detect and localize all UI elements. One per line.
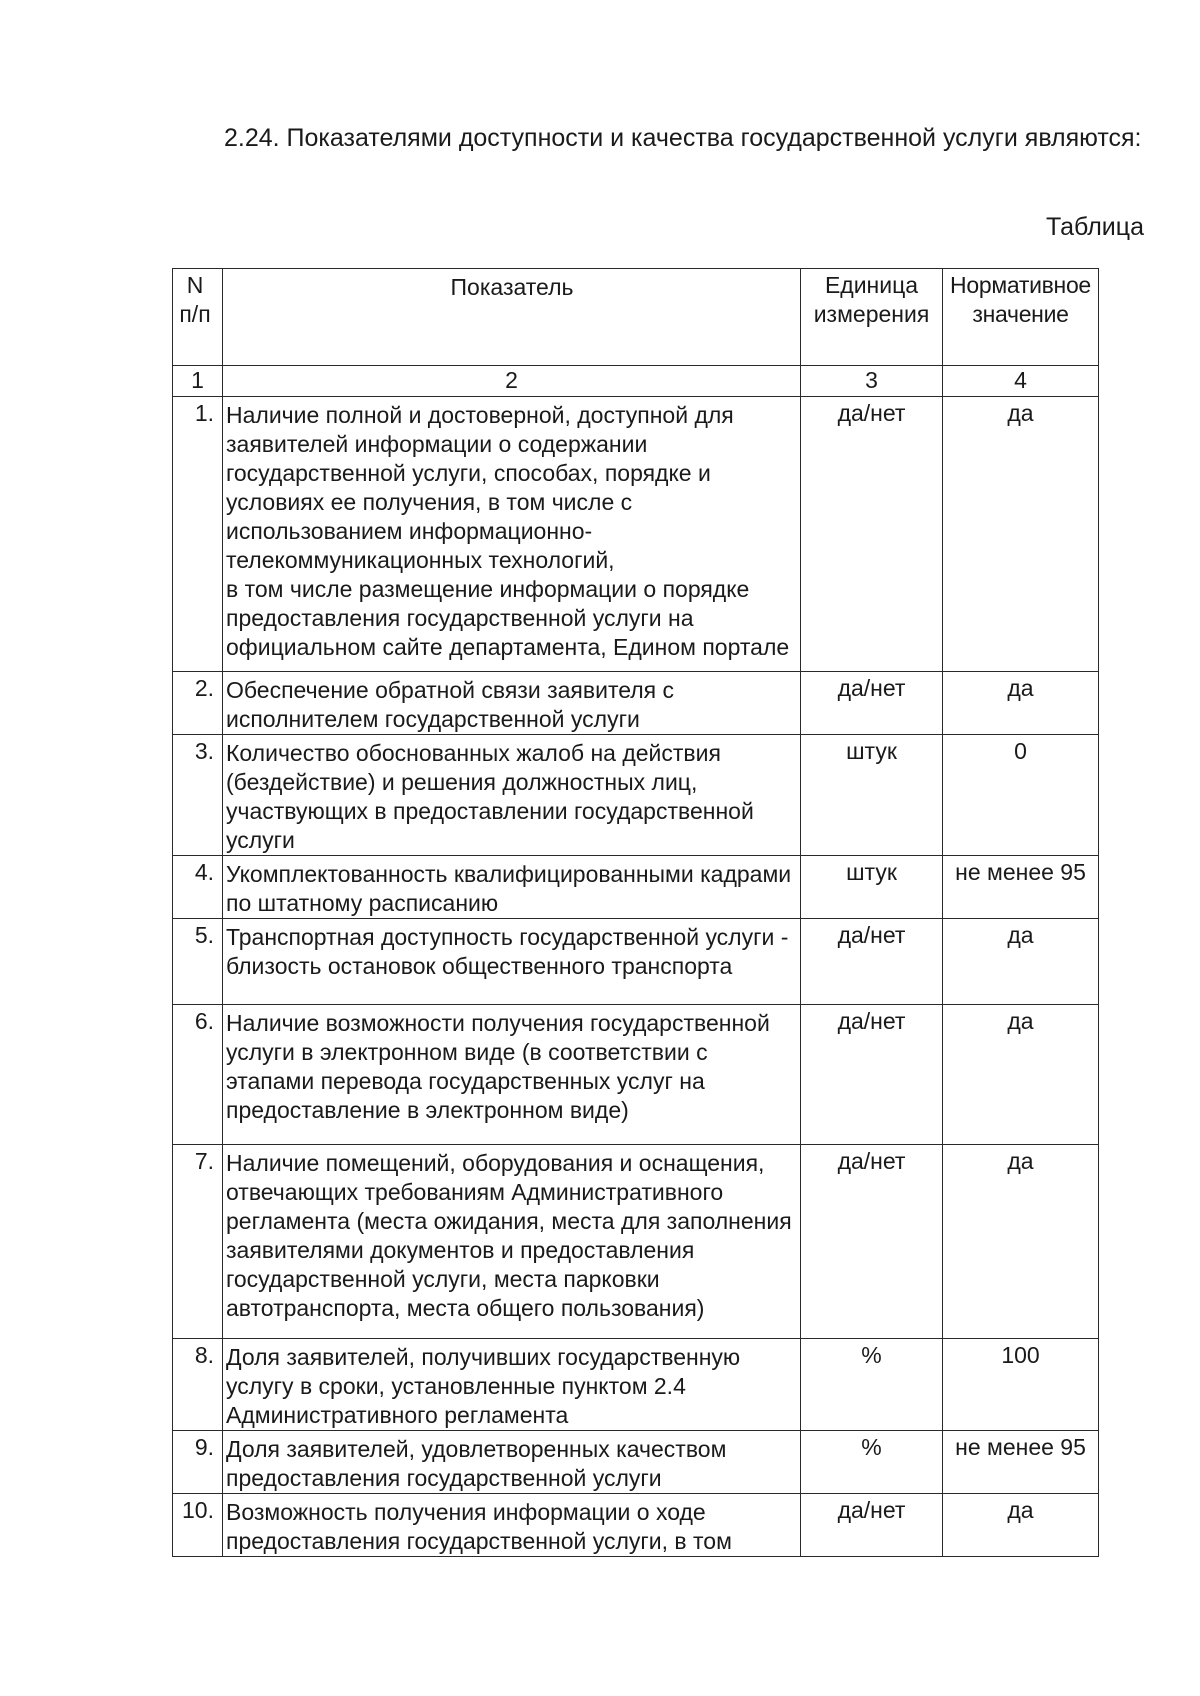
row-indicator: Наличие помещений, оборудования и оснащения, отвечающих требованиям Административного регламента (места ожидания, места для заполнения заявителями документов и предоставления государственной услуги, места парковки автотранспорта, места общего пользования) (223, 1145, 801, 1339)
row-indicator: Наличие возможности получения государственной услуги в электронном виде (в соответствии с этапами перевода государственных услуг на предоставление в электронном виде) (223, 1005, 801, 1145)
row-unit: да/нет (801, 1494, 943, 1557)
column-index-2: 2 (223, 366, 801, 397)
row-indicator: Транспортная доступность государственной услуги - близость остановок общественного транспорта (223, 919, 801, 1005)
row-norm: да (943, 672, 1099, 735)
row-norm: не менее 95 (943, 856, 1099, 919)
column-index-row (173, 366, 1099, 397)
row-number: 10. (173, 1494, 223, 1557)
row-unit: да/нет (801, 397, 943, 672)
header-unit: Единица измерения (801, 269, 943, 366)
column-index-4: 4 (943, 366, 1099, 397)
row-norm: 0 (943, 735, 1099, 856)
row-indicator: Количество обоснованных жалоб на действия (бездействие) и решения должностных лиц, участвующих в предоставлении государственной услуги (223, 735, 801, 856)
row-indicator: Возможность получения информации о ходе предоставления государственной услуги, в том (223, 1494, 801, 1557)
table-row (173, 397, 1099, 672)
row-norm: 100 (943, 1339, 1099, 1431)
table-row (173, 919, 1099, 1005)
row-unit: штук (801, 735, 943, 856)
column-index-3: 3 (801, 366, 943, 397)
row-norm: да (943, 1145, 1099, 1339)
row-number: 5. (173, 919, 223, 1005)
row-indicator: Доля заявителей, удовлетворенных качеством предоставления государственной услуги (223, 1431, 801, 1494)
table-row (173, 672, 1099, 735)
row-indicator: Доля заявителей, получивших государственную услугу в сроки, установленные пунктом 2.4 Административного регламента (223, 1339, 801, 1431)
row-number: 9. (173, 1431, 223, 1494)
column-index-1: 1 (173, 366, 223, 397)
table-row (173, 1431, 1099, 1494)
table-row (173, 735, 1099, 856)
row-norm: да (943, 1005, 1099, 1145)
header-norm: Нормативное значение (943, 269, 1099, 366)
row-indicator: Укомплектованность квалифицированными кадрами по штатному расписанию (223, 856, 801, 919)
row-indicator: Обеспечение обратной связи заявителя с исполнителем государственной услуги (223, 672, 801, 735)
header-indicator: Показатель (223, 269, 801, 366)
row-number: 6. (173, 1005, 223, 1145)
row-number: 2. (173, 672, 223, 735)
row-unit: да/нет (801, 672, 943, 735)
table-row (173, 1145, 1099, 1339)
row-norm: да (943, 919, 1099, 1005)
row-number: 1. (173, 397, 223, 672)
row-unit: штук (801, 856, 943, 919)
row-unit: да/нет (801, 1005, 943, 1145)
row-unit: да/нет (801, 919, 943, 1005)
row-number: 4. (173, 856, 223, 919)
row-number: 8. (173, 1339, 223, 1431)
row-indicator: Наличие полной и достоверной, доступной для заявителей информации о содержании государственной услуги, способах, порядке и условиях ее получения, в том числе с использованием информационно-телекоммуникационных технологий, в том числе размещение информации о порядке предоставления государственной услуги на официальном сайте департамента, Едином портале (223, 397, 801, 672)
row-unit: да/нет (801, 1145, 943, 1339)
indicators-table-wrap (172, 268, 1098, 1557)
row-number: 7. (173, 1145, 223, 1339)
row-norm: не менее 95 (943, 1431, 1099, 1494)
table-row (173, 1494, 1099, 1557)
table-row (173, 1005, 1099, 1145)
row-unit: % (801, 1431, 943, 1494)
table-row (173, 1339, 1099, 1431)
row-unit: % (801, 1339, 943, 1431)
row-norm: да (943, 397, 1099, 672)
header-num: N п/п (173, 269, 223, 366)
indicators-table (172, 268, 1099, 1557)
intro-paragraph: 2.24. Показателями доступности и качества государственной услуги являются: (224, 124, 1142, 152)
table-row (173, 856, 1099, 919)
table-caption: Таблица (1045, 213, 1144, 241)
row-number: 3. (173, 735, 223, 856)
table-header-row (173, 269, 1099, 366)
row-norm: да (943, 1494, 1099, 1557)
